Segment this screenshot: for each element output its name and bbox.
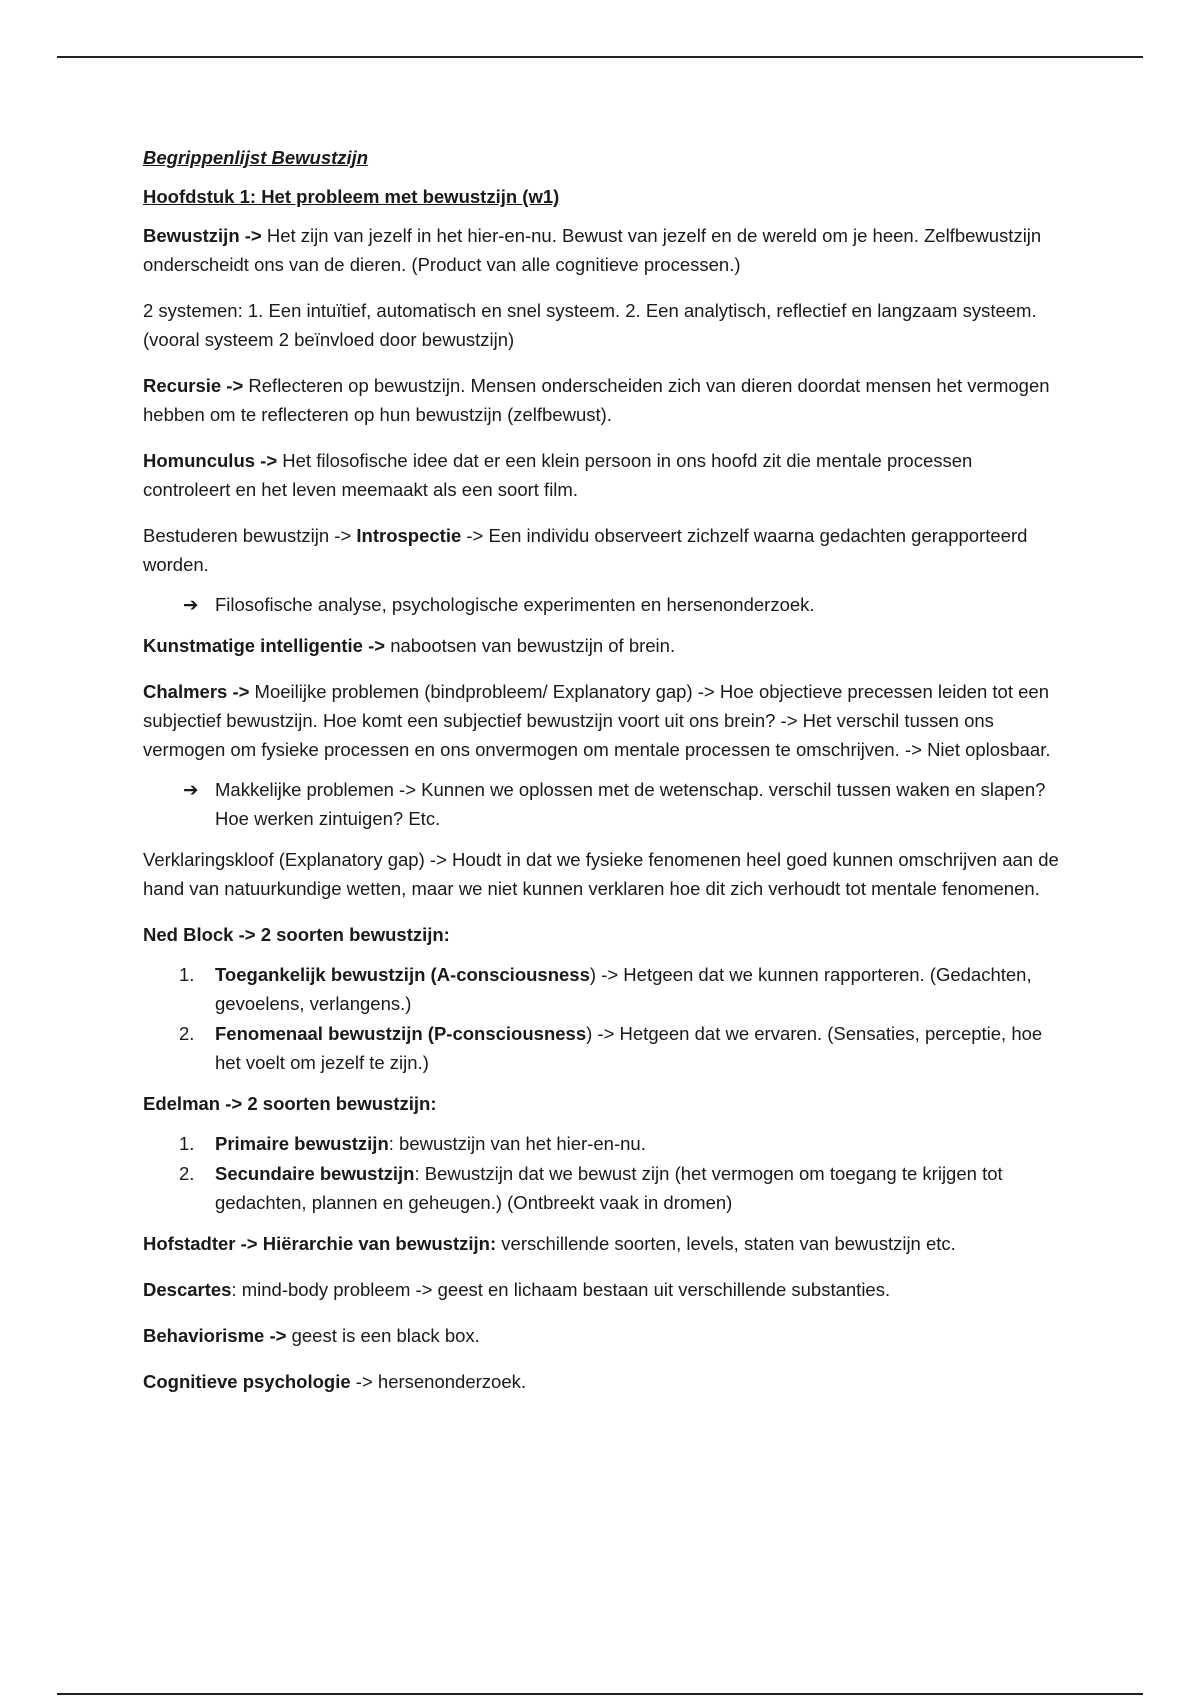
document-body <box>143 143 1063 1413</box>
term-label: Descartes <box>143 1279 232 1300</box>
edelman-list <box>143 1129 1063 1217</box>
entry-behaviorisme <box>143 1321 1063 1350</box>
term-label: Ned Block -> 2 soorten bewustzijn: <box>143 924 450 945</box>
definition-text: -> hersenonderzoek. <box>350 1371 526 1392</box>
definition-text: : mind-body probleem -> geest en lichaam bestaan uit verschillende substanties. <box>231 1279 891 1300</box>
entry-bestuderen <box>143 521 1063 579</box>
definition-text: ) -> Hetgeen dat we ervaren. (Sensaties, perceptie, hoe het voelt om jezelf te zijn.) <box>215 1023 1043 1073</box>
list-item <box>143 1019 1063 1077</box>
term-label: Homunculus -> <box>143 450 278 471</box>
arrow-item-text: Makkelijke problemen -> Kunnen we oplossen met de wetenschap. verschil tussen waken en slapen? Hoe werken zintuigen? Etc. <box>215 779 1046 829</box>
list-number: 2. <box>179 1023 195 1044</box>
entry-homunculus <box>143 446 1063 504</box>
definition-prefix: Bestuderen bewustzijn -> <box>143 525 357 546</box>
definition-text: : bewustzijn van het hier-en-nu. <box>388 1133 646 1154</box>
arrow-item-chalmers <box>143 775 1063 833</box>
chapter-heading: Hoofdstuk 1: Het probleem met bewustzijn (w1) <box>143 186 560 207</box>
definition-text: Het zijn van jezelf in het hier-en-nu. Bewust van jezelf en de wereld om je heen. Zelfbewustzijn onderscheidt ons van de dieren. (Product van alle cognitieve processen.) <box>143 225 1042 275</box>
entry-hofstadter <box>143 1229 1063 1258</box>
list-number: 1. <box>179 964 195 985</box>
arrow-bullet-icon: ➔ <box>183 594 199 615</box>
arrow-item-text: Filosofische analyse, psychologische experimenten en hersenonderzoek. <box>215 594 815 615</box>
ned-block-list <box>143 960 1063 1077</box>
definition-text: verschillende soorten, levels, staten van bewustzijn etc. <box>496 1233 956 1254</box>
term-label: Cognitieve psychologie <box>143 1371 351 1392</box>
entry-recursie <box>143 371 1063 429</box>
definition-text: ) -> Hetgeen dat we kunnen rapporteren. (Gedachten, gevoelens, verlangens.) <box>215 964 1032 1014</box>
definition-text: Het filosofische idee dat er een klein persoon in ons hoofd zit die mentale processen controleert en het leven meemaakt als een soort film. <box>143 450 973 500</box>
term-label: Hofstadter -> Hiërarchie van bewustzijn: <box>143 1233 497 1254</box>
entry-kunstmatige-intelligentie <box>143 631 1063 660</box>
term-label: Secundaire bewustzijn <box>215 1163 415 1184</box>
term-label: Toegankelijk bewustzijn (A-consciousness <box>215 964 590 985</box>
entry-cognitieve-psychologie <box>143 1367 1063 1396</box>
definition-text: : Bewustzijn dat we bewust zijn (het vermogen om toegang te krijgen tot gedachten, plannen en geheugen.) (Ontbreekt vaak in dromen) <box>215 1163 1003 1213</box>
entry-descartes <box>143 1275 1063 1304</box>
heading-ned-block <box>143 920 1063 949</box>
heading-edelman <box>143 1089 1063 1118</box>
arrow-item-bestuderen <box>143 590 1063 619</box>
entry-verklaringskloof <box>143 845 1063 903</box>
term-label: Behaviorisme -> <box>143 1325 287 1346</box>
term-label: Fenomenaal bewustzijn (P-consciousness <box>215 1023 587 1044</box>
list-item <box>143 960 1063 1018</box>
entry-systemen <box>143 296 1063 354</box>
document-title: Begrippenlijst Bewustzijn <box>143 147 369 168</box>
definition-text: Moeilijke problemen (bindprobleem/ Explanatory gap) -> Hoe objectieve precessen leiden tot een subjectief bewustzijn. Hoe komt een subjectief bewustzijn voort uit ons brein? -> Het verschil tussen ons vermogen om fysieke processen en ons onvermogen om mentale processen te omschrijven. -> Niet oplosbaar. <box>143 681 1051 760</box>
list-number: 2. <box>179 1163 195 1184</box>
term-label: Primaire bewustzijn <box>215 1133 389 1154</box>
term-label: Bewustzijn -> <box>143 225 262 246</box>
footer-rule <box>57 1693 1143 1695</box>
arrow-bullet-icon: ➔ <box>183 779 199 800</box>
header-rule <box>57 56 1143 58</box>
term-label: Kunstmatige intelligentie -> <box>143 635 386 656</box>
term-label: Recursie -> <box>143 375 244 396</box>
definition-text: Verklaringskloof (Explanatory gap) -> Houdt in dat we fysieke fenomenen heel goed kunnen omschrijven aan de hand van natuurkundige wetten, maar we niet kunnen verklaren hoe dit zich verhoudt tot mentale fenomenen. <box>143 849 1059 899</box>
term-label: Edelman -> 2 soorten bewustzijn: <box>143 1093 437 1114</box>
definition-text: 2 systemen: 1. Een intuïtief, automatisch en snel systeem. 2. Een analytisch, reflectief en langzaam systeem. (vooral systeem 2 beïnvloed door bewustzijn) <box>143 300 1037 350</box>
term-label: Chalmers -> <box>143 681 250 702</box>
definition-text: geest is een black box. <box>286 1325 480 1346</box>
list-item <box>143 1129 1063 1158</box>
term-label: Introspectie <box>356 525 462 546</box>
entry-chalmers <box>143 677 1063 764</box>
definition-text: nabootsen van bewustzijn of brein. <box>385 635 676 656</box>
definition-text: Reflecteren op bewustzijn. Mensen onderscheiden zich van dieren doordat mensen het vermogen hebben om te reflecteren op hun bewustzijn (zelfbewust). <box>143 375 1050 425</box>
definition-text: -> Een individu observeert zichzelf waarna gedachten gerapporteerd worden. <box>143 525 1028 575</box>
list-number: 1. <box>179 1133 195 1154</box>
list-item <box>143 1159 1063 1217</box>
entry-bewustzijn <box>143 221 1063 279</box>
